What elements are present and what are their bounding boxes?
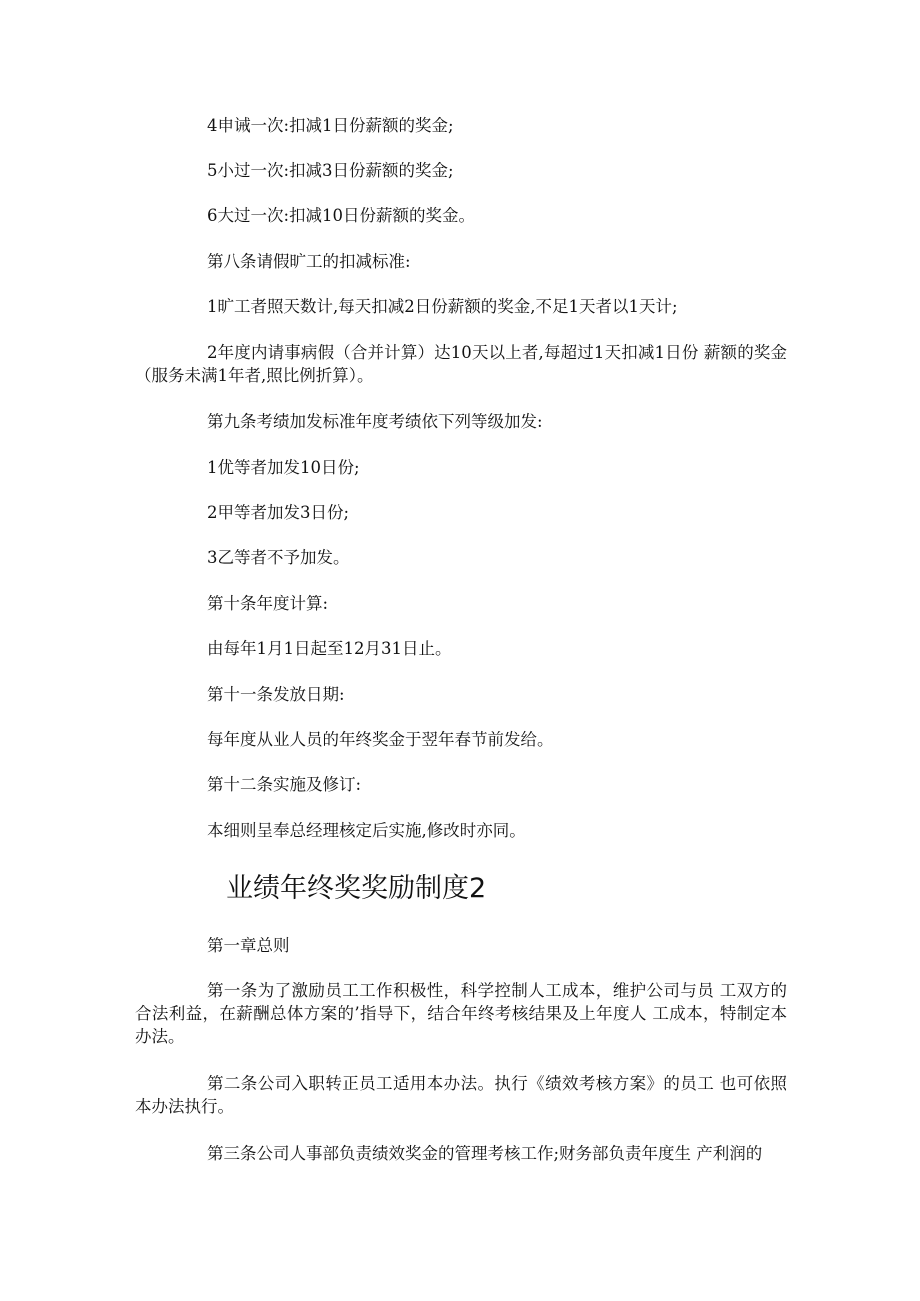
clause-item-4: 4申诫一次:扣减1日份薪额的奖金;: [207, 116, 454, 135]
article-9-item-3: 3乙等者不予加发。: [207, 548, 350, 567]
chapter-1-title: 第一章总则: [207, 936, 290, 955]
article-8-title: 第八条请假旷工的扣减标准:: [207, 252, 411, 271]
article-1-text: 第一条为了激励员工工作积极性，科学控制人工成本，维护公司与员 工双方的合法利益，在薪酬总体方案的’指导下，结合年终考核结果及上年度人 工成本，特制定本办法。: [135, 981, 787, 1046]
article-2-text: 第二条公司入职转正员工适用本办法。执行《绩效考核方案》的员工 也可依照本办法执行。: [135, 1074, 787, 1116]
article-9-item-1: 1优等者加发10日份;: [207, 458, 360, 477]
article-11-text: 每年度从业人员的年终奖金于翌年春节前发给。: [207, 730, 554, 749]
article-10-text: 由每年1月1日起至12月31日止。: [207, 639, 452, 658]
article-11-title: 第十一条发放日期:: [207, 685, 345, 704]
article-10-title: 第十条年度计算:: [207, 594, 329, 613]
article-3-text: 第三条公司人事部负责绩效奖金的管理考核工作;财务部负责年度生 产利润的: [207, 1144, 763, 1163]
article-12-title: 第十二条实施及修订:: [207, 775, 362, 794]
section-heading: 业绩年终奖奖励制度2: [226, 873, 487, 904]
clause-item-5: 5小过一次:扣减3日份薪额的奖金;: [207, 161, 454, 180]
article-12-text: 本细则呈奉总经理核定后实施,修改时亦同。: [207, 821, 526, 840]
clause-item-6: 6大过一次:扣减10日份薪额的奖金。: [207, 206, 476, 225]
article-9-item-2: 2甲等者加发3日份;: [207, 503, 350, 522]
article-8-item-1: 1旷工者照天数计,每天扣减2日份薪额的奖金,不足1天者以1天计;: [207, 297, 678, 316]
article-8-item-2: 2年度内请事病假（合并计算）达10天以上者,每超过1天扣减1日份 薪额的奖金（服务未满1年者,照比例折算）。: [135, 343, 787, 385]
article-9-title: 第九条考绩加发标准年度考绩依下列等级加发:: [207, 412, 543, 431]
